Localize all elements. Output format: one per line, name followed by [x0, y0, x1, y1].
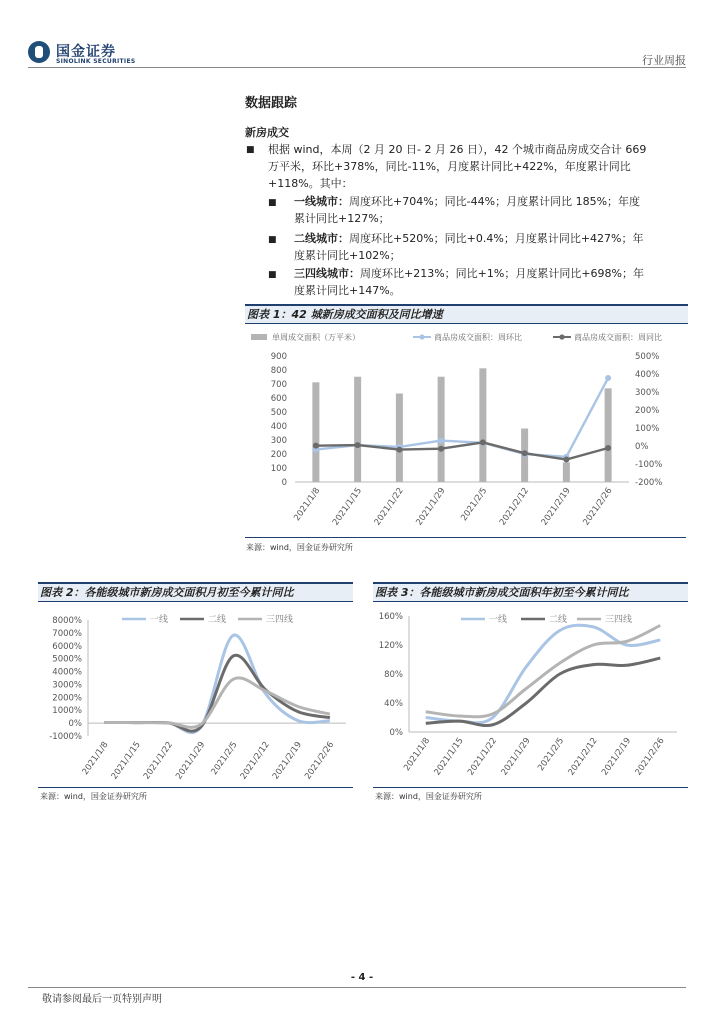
x-tick-label: 2021/1/15 — [109, 739, 143, 782]
tier-3-name: 三四线城市： — [294, 267, 360, 280]
tier-3-line-2: 度累计同比+147%。 — [294, 284, 401, 297]
bar — [605, 388, 612, 482]
x-tick-label: 2021/2/12 — [566, 735, 600, 778]
y-left-tick-label: 400 — [270, 422, 287, 432]
chart-1 — [245, 326, 686, 534]
y-tick-label: 120% — [378, 641, 403, 651]
legend-label: 一线 — [489, 615, 508, 625]
legend-label: 二线 — [549, 615, 568, 625]
y-left-tick-label: 300 — [270, 436, 287, 446]
chart-2 — [38, 604, 353, 784]
x-tick-label: 2021/1/15 — [432, 735, 466, 778]
tier-1-text: 周度环比+704%；同比-44%；月度累计同比 185%；年度 — [349, 195, 641, 208]
legend-label: 商品房成交面积：周同比 — [574, 333, 662, 342]
y-tick-label: 1000% — [52, 706, 82, 717]
figure-1-source: 来源：wind，国金证券研究所 — [246, 543, 353, 552]
y-left-tick-label: 200 — [270, 450, 287, 460]
bullet-icon: ■ — [268, 198, 277, 208]
chart-3 — [373, 604, 688, 784]
summary-line-2: 万平米，环比+378%，同比-11%，月度累计同比+422%，年度累计同比 — [268, 160, 631, 173]
series-point — [480, 439, 486, 445]
bar — [354, 377, 361, 482]
y-left-tick-label: 700 — [270, 380, 287, 390]
bar — [438, 377, 445, 482]
y-tick-label: 5000% — [52, 654, 82, 665]
tier-2-line-2: 度累计同比+102%； — [294, 249, 401, 262]
x-tick-label: 2021/2/26 — [633, 735, 667, 778]
series-point — [605, 375, 611, 381]
legend-label: 二线 — [208, 615, 227, 625]
tier-2-line-1 — [294, 230, 644, 247]
y-right-tick-label: 300% — [635, 388, 660, 398]
series-line — [426, 625, 661, 716]
x-tick-label: 2021/1/29 — [414, 485, 448, 528]
footer-disclaimer: 敬请参阅最后一页特别声明 — [42, 994, 162, 1005]
x-tick-label: 2021/2/19 — [600, 735, 634, 778]
brand-name-cn: 国金证券 — [56, 44, 116, 60]
bar — [312, 382, 319, 482]
figure-2-title: 图表 2：各能级城市新房成交面积月初至今累计同比 — [38, 582, 353, 602]
legend-label: 单周成交面积（万平米） — [272, 333, 360, 342]
tier-3-text: 周度环比+213%；同比+1%；月度累计同比+698%；年 — [360, 267, 644, 280]
figure-3-title: 图表 3：各能级城市新房成交面积年初至今累计同比 — [373, 582, 688, 602]
series-point — [396, 447, 402, 453]
x-tick-label: 2021/2/12 — [497, 485, 532, 528]
series-line — [104, 635, 330, 733]
x-tick-label: 2021/1/8 — [80, 739, 111, 778]
x-tick-label: 2021/1/22 — [466, 735, 500, 778]
brand-logo-icon — [28, 41, 50, 63]
y-tick-label: 160% — [378, 612, 403, 622]
subsection-title: 新房成交 — [245, 126, 289, 139]
tier-3-line-1 — [294, 265, 644, 282]
y-tick-label: -1000% — [49, 732, 82, 742]
bullet-icon: ■ — [268, 270, 277, 280]
legend-marker — [559, 334, 564, 339]
figure-3-source: 来源：wind，国金证券研究所 — [375, 792, 482, 801]
series-point — [522, 450, 528, 456]
x-tick-label: 2021/1/15 — [330, 485, 365, 528]
figure-1-source-divider — [245, 537, 686, 538]
y-tick-label: 4000% — [52, 667, 82, 678]
tier-1-line-1 — [294, 193, 640, 210]
section-title: 数据跟踪 — [245, 96, 298, 111]
tier-1-name: 一线城市： — [294, 195, 349, 208]
legend-marker — [419, 334, 424, 339]
legend-swatch — [251, 334, 267, 340]
y-right-tick-label: -100% — [635, 460, 663, 470]
y-tick-label: 0% — [68, 719, 82, 730]
y-left-tick-label: 500 — [270, 408, 287, 418]
y-right-tick-label: 100% — [635, 424, 660, 434]
y-right-tick-label: 200% — [635, 406, 660, 416]
x-tick-label: 2021/2/12 — [238, 739, 272, 782]
x-tick-label: 2021/1/8 — [292, 485, 323, 524]
x-tick-label: 2021/1/29 — [174, 739, 208, 782]
y-tick-label: 0% — [389, 728, 403, 738]
y-tick-label: 7000% — [52, 628, 82, 639]
figure-2-source-divider — [38, 787, 353, 788]
y-right-tick-label: 0% — [635, 442, 649, 452]
series-point — [563, 457, 569, 463]
tier-2-name: 二线城市： — [294, 232, 349, 245]
bar — [396, 394, 403, 482]
figure-1-title: 图表 1：42 城新房成交面积及同比增速 — [245, 304, 688, 324]
figure-3-source-divider — [373, 787, 688, 788]
y-tick-label: 3000% — [52, 680, 82, 691]
x-tick-label: 2021/2/5 — [209, 739, 240, 778]
y-tick-label: 80% — [384, 670, 403, 680]
bullet-icon: ■ — [268, 235, 277, 245]
bar — [479, 368, 486, 482]
x-tick-label: 2021/2/19 — [270, 739, 305, 782]
legend-label: 商品房成交面积：周环比 — [434, 333, 522, 342]
tier-2-text: 周度环比+520%；同比+0.4%；月度累计同比+427%；年 — [349, 232, 644, 245]
x-tick-label: 2021/2/5 — [459, 485, 490, 524]
legend-label: 一线 — [150, 615, 169, 625]
x-tick-label: 2021/2/26 — [581, 485, 615, 528]
report-type: 行业周报 — [642, 54, 686, 67]
y-tick-label: 6000% — [52, 641, 82, 652]
y-tick-label: 40% — [384, 699, 403, 709]
y-tick-label: 8000% — [52, 616, 82, 626]
series-point — [438, 438, 444, 444]
x-tick-label: 2021/1/29 — [499, 735, 533, 778]
x-tick-label: 2021/2/5 — [536, 735, 567, 774]
bar — [563, 462, 570, 482]
y-right-tick-label: 400% — [635, 370, 660, 380]
y-right-tick-label: 500% — [635, 352, 660, 362]
x-tick-label: 2021/2/26 — [303, 739, 337, 782]
series-point — [438, 446, 444, 452]
series-point — [355, 442, 361, 448]
y-left-tick-label: 800 — [270, 366, 287, 376]
footer-divider — [28, 987, 686, 988]
page-number: - 4 - — [350, 972, 374, 983]
summary-line-3: +118%。其中： — [268, 177, 353, 190]
y-left-tick-label: 0 — [281, 478, 287, 488]
brand-name-en: SINOLINK SECURITIES — [56, 58, 136, 65]
legend-label: 三四线 — [605, 615, 633, 625]
y-left-tick-label: 100 — [270, 464, 287, 474]
y-left-tick-label: 900 — [270, 352, 287, 362]
series-point — [605, 445, 611, 451]
header-divider — [28, 67, 686, 68]
x-tick-label: 2021/1/22 — [141, 739, 176, 782]
series-point — [313, 443, 319, 449]
figure-2-source: 来源：wind，国金证券研究所 — [40, 792, 147, 801]
x-tick-label: 2021/1/22 — [372, 485, 406, 528]
summary-line-1: 根据 wind，本周（2 月 20 日- 2 月 26 日），42 个城市商品房成交合计 669 — [268, 143, 647, 156]
tier-1-line-2: 累计同比+127%； — [294, 212, 390, 225]
legend-label: 三四线 — [266, 615, 294, 625]
bullet-icon: ■ — [246, 145, 255, 155]
x-tick-label: 2021/2/19 — [539, 485, 573, 528]
y-tick-label: 2000% — [52, 693, 82, 704]
y-right-tick-label: -200% — [635, 478, 663, 488]
y-left-tick-label: 600 — [270, 394, 287, 404]
x-tick-label: 2021/1/8 — [402, 735, 433, 774]
